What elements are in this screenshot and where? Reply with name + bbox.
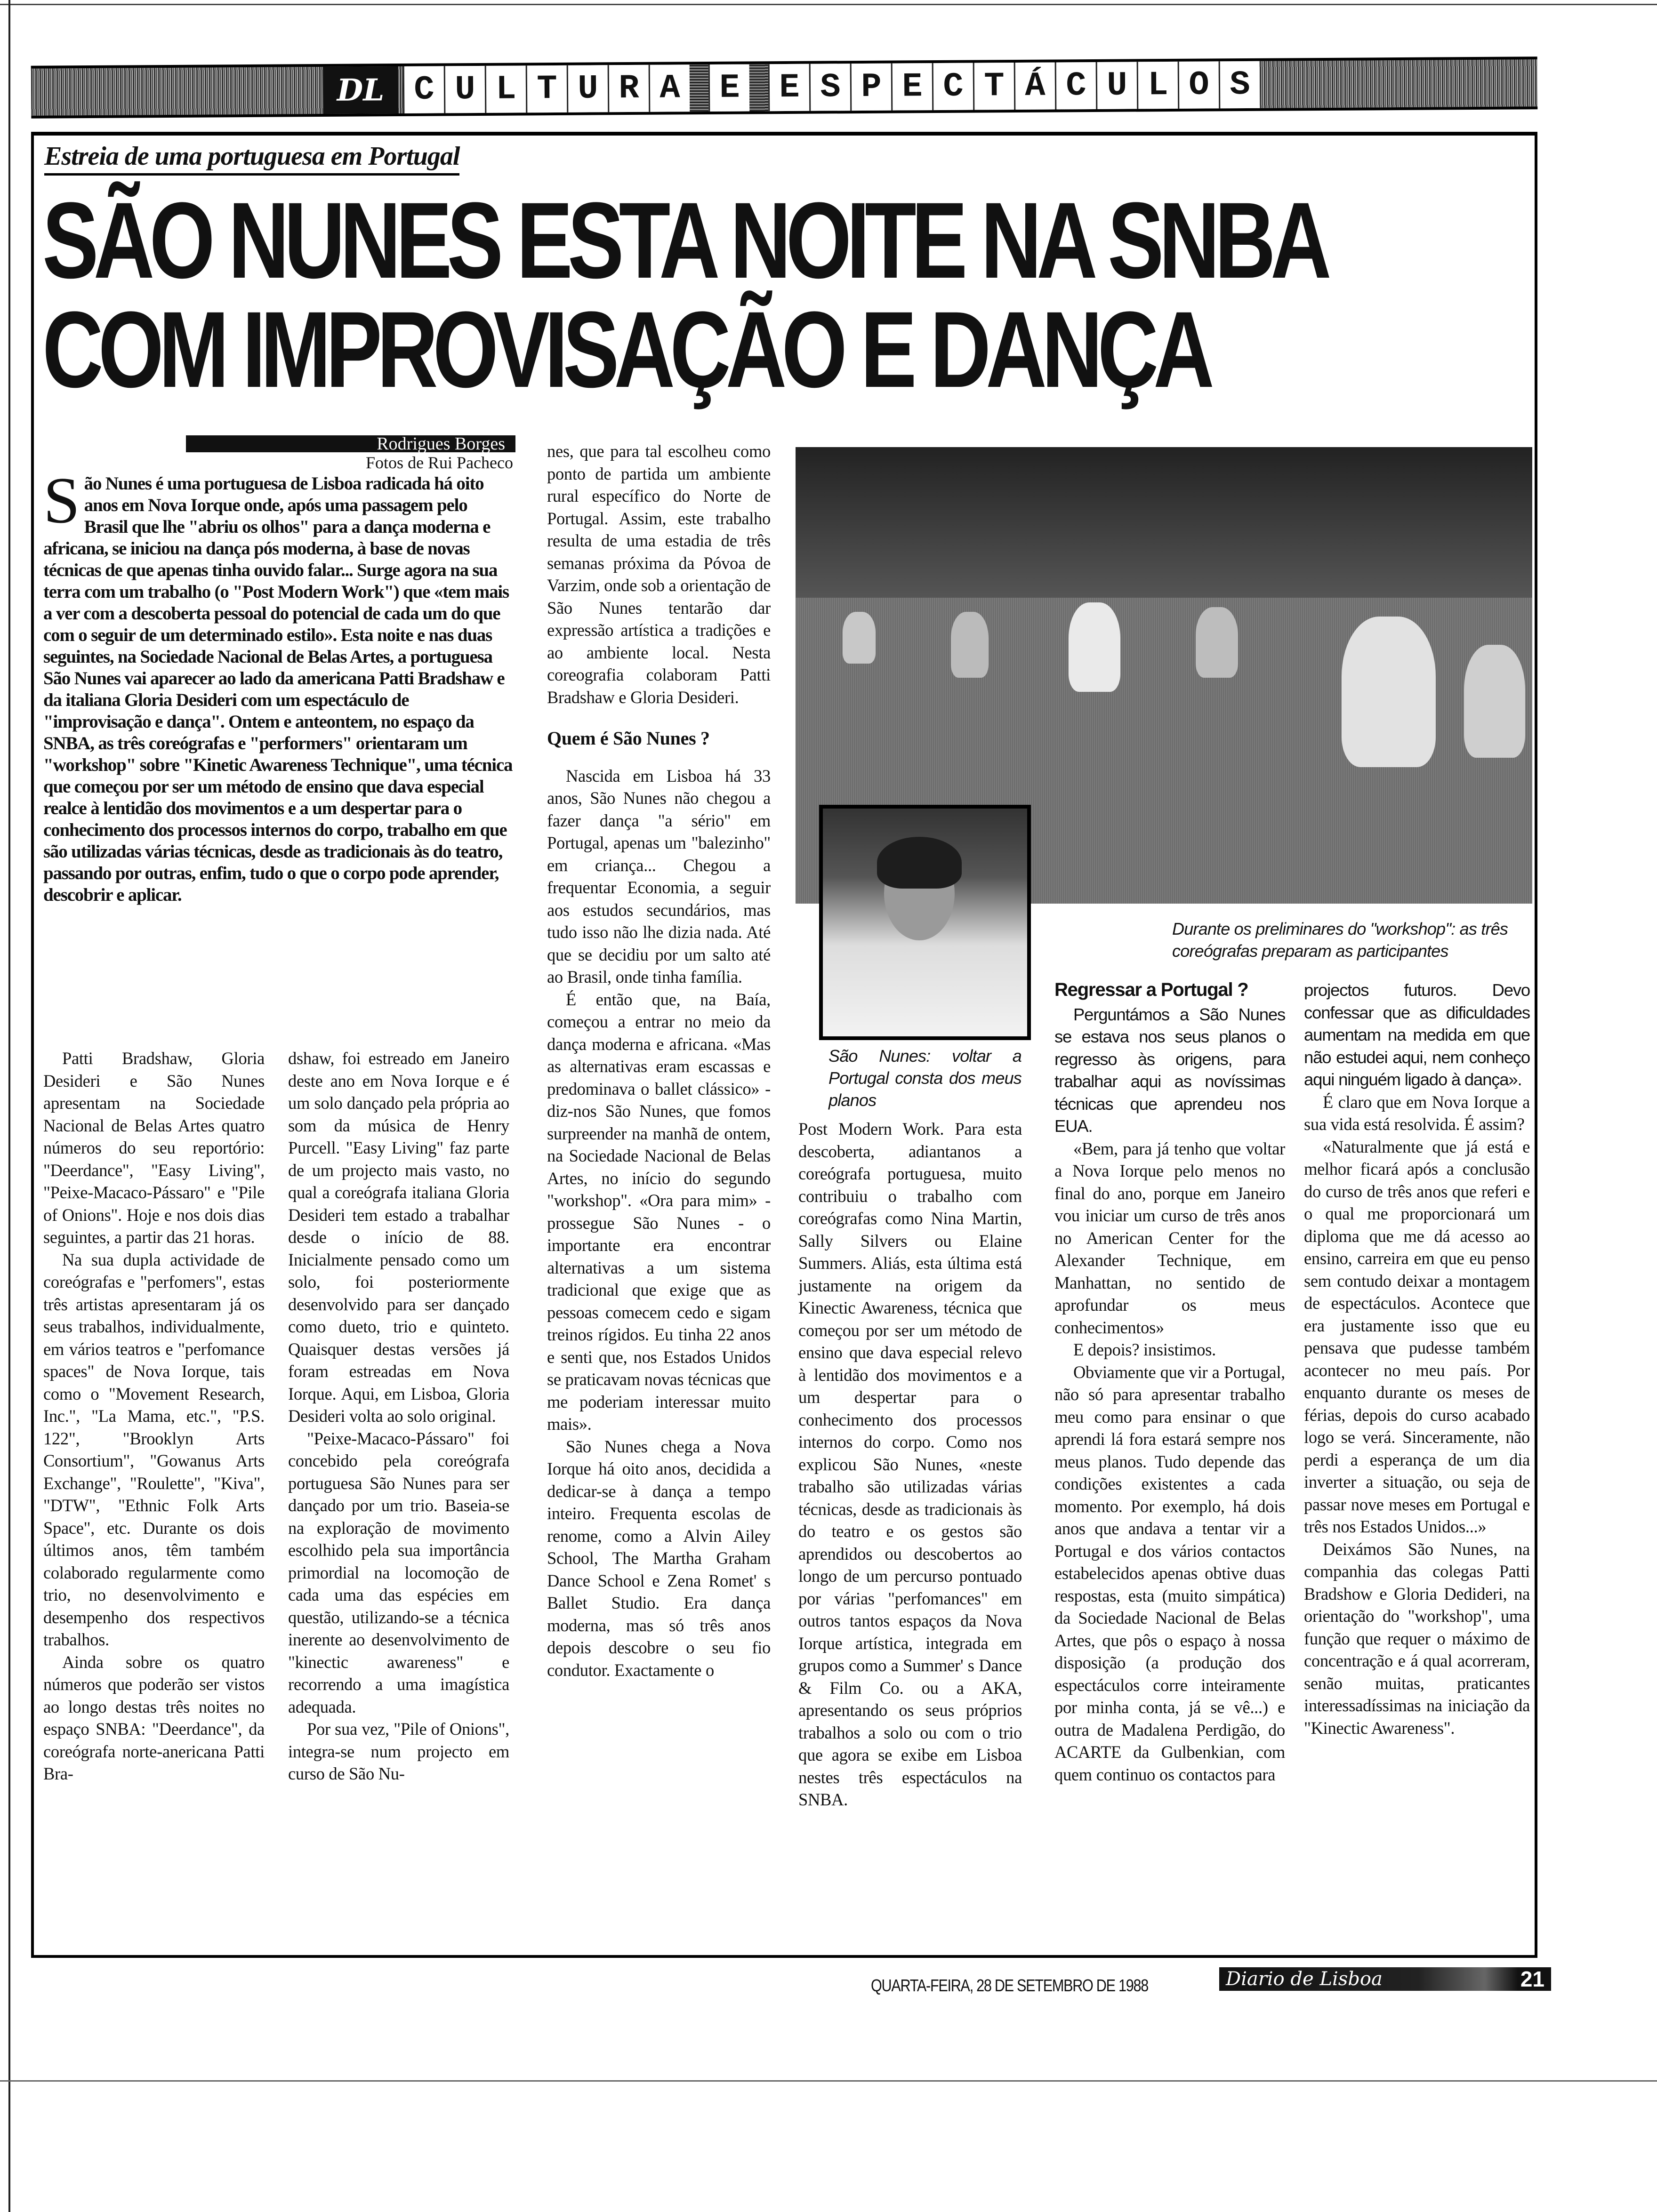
column-4 xyxy=(798,1118,1022,1811)
column-5 xyxy=(1054,979,1285,1786)
drop-cap: S xyxy=(43,464,80,537)
newspaper-logo-icon: DL xyxy=(323,66,399,114)
section-title-letter: T xyxy=(973,63,1014,110)
section-title-letter: O xyxy=(1178,61,1219,109)
page-edge-top xyxy=(0,4,1657,5)
paragraph: São Nunes chega a Nova Iorque há oito anos, decidida a dedicar-se à dança a tempo inteiro. Frequenta escolas de renome, como a Alvin Ailey School, The Martha Graham Dance School e Zena Romet' s Ballet Studio. Era dança moderna, mas só três anos depois descobre o seu fio condutor. Exactamente o xyxy=(547,1436,771,1680)
dancer-figure xyxy=(843,612,876,664)
paragraph: Na sua dupla actividade de coreógrafas e "perfomers", estas três artistas apresentaram já os seus trabalhos, individualmente, em vários teatros e "perfomance spaces" de Nova Iorque, tais como o "Movement Research, Inc.", "La Mama, etc.", "P.S. 122", "Brooklyn Arts Consortium", "Gowanus Arts Exchange", "Roulette", "Kiva", "DTW", "Ethnic Folk Arts Space", etc. Durante os dois últimos anos, têm também colaborado regularmente como trio, no desenvolvimento e desempenho dos respectivos trabalhos. xyxy=(43,1250,265,1649)
masthead-title: Diario de Lisboa xyxy=(1226,1968,1383,1990)
section-title-letter: R xyxy=(608,65,649,112)
band-spacer xyxy=(749,64,769,111)
headline-line-2: COM IMPROVISAÇÃO E DANÇA xyxy=(42,289,1209,410)
section-title-letter: L xyxy=(1137,62,1178,109)
paragraph: "Peixe-Macaco-Pássaro" foi concebido pela coreógrafa portuguesa São Nunes para ser dançado por um trio. Baseia-se na exploração de movimento escolhido pela sua importância primordial na locomoção de cada uma das espécies em questão, utilizando-se a técnica inerente ao desenvolvimento de "kinectic awareness" e recorrendo a uma imagística adequada. xyxy=(288,1428,509,1716)
section-title-letter: U xyxy=(567,65,608,112)
dancer-figure xyxy=(1069,602,1120,692)
paragraph: Perguntámos a São Nunes se estava nos seus planos o regresso às origens, para trabalhar aqui as novíssimas técnicas que aprendeu nos EUA. xyxy=(1054,1004,1285,1136)
paragraph: Deixámos São Nunes, na companhia das colegas Patti Bradshow e Gloria Dedideri, na orientação do "workshop", uma função que requer o máximo de concentração e á qual acorreram, senão muitas, praticantes interessadíssimas na iniciação da "Kinectic Awareness". xyxy=(1304,1539,1530,1738)
section-title-letter: A xyxy=(649,64,690,112)
page-number: 21 xyxy=(1520,1967,1544,1991)
byline: Rodrigues Borges xyxy=(186,435,515,452)
publication-date: QUARTA-FEIRA, 28 DE SETEMBRO DE 1988 xyxy=(871,1976,1148,1995)
paragraph: Patti Bradshaw, Gloria Desideri e São Nunes apresentam na Sociedade Nacional de Belas Artes quatro números do seu reportório: "Deerdance", "Easy Living", "Peixe-Macaco-Pássaro" e "Pile of Onions". Hoje e nos dois dias seguintes, a partir das 21 horas. xyxy=(43,1049,265,1247)
column-6 xyxy=(1304,979,1530,1739)
paragraph: Ainda sobre os quatro números que poderão ser vistos ao longo destas três noites no espaço SNBA: "Deerdance", da coreógrafa norte-anericana Patti Bra- xyxy=(43,1652,265,1783)
portrait-photo xyxy=(819,805,1031,1040)
section-title-letter: U xyxy=(1096,62,1137,109)
paragraph: nes, que para tal escolheu como ponto de partida um ambiente rural específico do Norte de Portugal. Assim, este trabalho resulta de uma estadia de três semanas próxima da Póvoa de Varzim, onde sob a orientação de São Nunes tentarão dar expressão artística a tradições e ao ambiente local. Nesta coreografia colaboram Patti Bradshaw e Gloria Desideri. xyxy=(547,441,771,707)
paragraph: «Bem, para já tenho que voltar a Nova Iorque pelo menos no final do ano, porque em Janeiro vou iniciar um curso de três anos no American Center for the Alexander Technique, em Manhattan, no sentido de aprofundar os meus conhecimentos» xyxy=(1054,1138,1285,1337)
dancer-figure xyxy=(951,612,989,678)
column-3 xyxy=(547,440,771,1681)
section-title-letter: S xyxy=(1219,61,1260,109)
article-lead xyxy=(43,464,514,906)
page-edge-left xyxy=(8,0,10,2212)
paragraph: É então que, na Baía, começou a entrar no meio da dança moderna e africana. «Mas as alternativas eram escassas e predominava o ballet clássico» - diz-nos São Nunes, que fomos surpreender na manhã de ontem, na Sociedade Nacional de Belas Artes, no início do segundo "workshop". «Ora para mim» - prossegue São Nunes - o importante era encontrar alternativas a um sistema tradicional que exige que as pessoas comecem cedo e sigam treinos rígidos. Eu tinha 22 anos e senti que, nos Estados Unidos se praticavam novas técnicas que me poderiam interessar muito mais». xyxy=(547,989,771,1434)
paragraph: Obviamente que vir a Portugal, não só para apresentar trabalho meu como para ensinar o que aprendi lá fora estará sempre nos meus planos. Tudo depende das condições existentes a cada momento. Por exemplo, há dois anos que andava a tentar vir a Portugal e dos vários contactos estabelecidos apenas obtive duas respostas, esta (muito simpática) da Sociedade Nacional de Belas Artes, que pôs o espaço à nossa disposição (a produção dos espectáculos corre inteiramente por minha conta, já se vê...) e outra de Madalena Perdigão, do ACARTE da Gulbenkian, com quem continuo os contactos para xyxy=(1054,1362,1285,1784)
paragraph: Post Modern Work. Para esta descoberta, adiantanos a coreógrafa portuguesa, muito contribuiu o trabalho com coreógrafas como Nina Martin, Sally Silvers ou Elaine Summers. Aliás, esta última está justamente na origem da Kinectic Awareness, técnica que começou por ser um método de ensino que dava especial relevo à lentidão dos movimentos e a um despertar para o conhecimento dos processos internos do corpo. Como nos explicou São Nunes, «neste trabalho são utilizadas várias técnicas, desde as tradicionais às do teatro e os gestos são aprendidos ou descobertos ao longo de um percurso pontuado por várias "perfomances" em outros tantos espaços da Nova Iorque artística, integrada em grupos como a Summer' s Dance & Film Co. ou a AKA, apresentando os seus próprios trabalhos a solo ou com o trio que agora se exibe em Lisboa nestes três espectáculos na SNBA. xyxy=(798,1119,1022,1809)
photo-credit: Fotos de Rui Pacheco xyxy=(366,453,513,472)
paragraph: É claro que em Nova Iorque a sua vida está resolvida. É assim? xyxy=(1304,1092,1530,1134)
dancer-figure xyxy=(1196,607,1238,678)
portrait-caption: São Nunes: voltar a Portugal consta dos meus planos xyxy=(828,1046,1022,1110)
paragraph: Por sua vez, "Pile of Onions", integra-se num projecto em curso de São Nu- xyxy=(288,1719,509,1783)
newspaper-masthead xyxy=(1219,1967,1551,1991)
lead-text: ão Nunes é uma portuguesa de Lisboa radicada há oito anos em Nova Iorque onde, após uma passagem pelo Brasil que lhe "abriu os olhos" para a dança moderna e africana, se iniciou na dança pós moderna, à base de novas técnicas de que apenas tinha ouvido falar... Surge agora na sua terra com um trabalho (o "Post Modern Work") que «tem mais a ver com a descoberta pessoal do potencial de cada um do que com o seguir de um determinado estilo». Esta noite e nas duas seguintes, na Sociedade Nacional de Belas Artes, a portuguesa São Nunes vai aparecer ao lado da americana Patti Bradshaw e da italiana Gloria Desideri com um espectáculo de "improvisação e dança". Ontem e anteontem, no espaço da SNBA, as três coreógrafas e "performers" orientaram um "workshop" sobre "Kinetic Awareness Technique", uma técnica que começou por ser um método de ensino que dava especial realce à lentidão dos movimentos e a um despertar para o conhecimento dos processos internos do corpo, trabalho em que são utilizadas várias técnicas, desde as tradicionais às do teatro, passando por outras, enfim, tudo o que o corpo pode aprender, descobrir e aplicar. xyxy=(43,473,513,905)
section-header-band xyxy=(31,56,1538,119)
column-1 xyxy=(43,1047,265,1785)
section-title xyxy=(403,61,1260,113)
article-headline xyxy=(42,180,1327,410)
paragraph: projectos futuros. Devo confessar que as dificuldades aumentam na medida em que não estudei aqui, nem conheço aqui ninguém ligado à dança». xyxy=(1304,980,1530,1089)
section-title-letter: L xyxy=(485,65,526,113)
column-2 xyxy=(288,1047,509,1785)
subheading-regressar-a-portugal: Regressar a Portugal ? xyxy=(1054,979,1248,1000)
paragraph: E depois? insistimos. xyxy=(1073,1340,1216,1359)
main-photo-caption: Durante os preliminares do "workshop": as três coreógrafas preparam as participantes xyxy=(1172,919,1508,961)
section-title-letter: S xyxy=(809,64,851,111)
section-title-letter: C xyxy=(1055,62,1096,110)
headline-line-1: SÃO NUNES ESTA NOITE NA SNBA xyxy=(42,180,1327,301)
section-title-letter: U xyxy=(444,66,485,113)
paragraph: «Naturalmente que já está e melhor ficará após a conclusão do curso de três anos que referi e o qual me proporcionará um diploma que me dá acesso ao ensino, carreira em que eu penso sem contudo deixar a montagem de espectáculos. Acontece que era justamente isso que eu pensava que pudesse também acontecer no meu país. Por enquanto durante os meses de férias, depois do curso acabado logo se verá. Sinceramente, não perdi a esperança de um dia inverter a situação, ou seja de passar nove meses em Portugal e três nos Estados Unidos...» xyxy=(1304,1137,1530,1536)
section-title-letter: Á xyxy=(1014,62,1055,110)
dancer-figure xyxy=(1342,617,1436,767)
section-title-letter: C xyxy=(932,63,973,111)
section-title-letter: C xyxy=(403,66,444,113)
paragraph: Nascida em Lisboa há 33 anos, São Nunes não chegou a fazer dança "a sério" em Portugal, apenas um "balezinho" em criança... Chegou a frequentar Economia, a seguir aos estudos secundários, mas tudo isso não lhe dizia nada. Até que se decidiu por um salto até ao Brasil, onde tinha família. xyxy=(547,766,771,986)
section-title-letter: E xyxy=(708,64,750,112)
page-bottom-rule xyxy=(0,2080,1657,2082)
article-kicker: Estreia de uma portuguesa em Portugal xyxy=(44,141,459,176)
section-title-letter: T xyxy=(526,65,567,113)
section-title-letter: E xyxy=(768,64,810,112)
dancer-figure xyxy=(1464,645,1525,758)
section-title-letter: E xyxy=(891,63,933,111)
paragraph: dshaw, foi estreado em Janeiro deste ano em Nova Iorque e é um solo dançado pela própria ao som da música de Henry Purcell. "Easy Living" faz parte de um projecto mais vasto, no qual a coreógrafa italiana Gloria Desideri tem estado a trabalhar desde o início de 88. Inicialmente pensado como um solo, foi posteriormente desenvolvido para ser dançado como dueto, trio e quinteto. Quaisquer destas versões já foram estreadas em Nova Iorque. Aqui, em Lisboa, Gloria Desideri volta ao solo original. xyxy=(288,1049,509,1426)
band-spacer xyxy=(690,64,709,112)
section-title-letter: P xyxy=(850,64,892,111)
subheading-quem-e-sao-nunes: Quem é São Nunes ? xyxy=(547,728,710,749)
